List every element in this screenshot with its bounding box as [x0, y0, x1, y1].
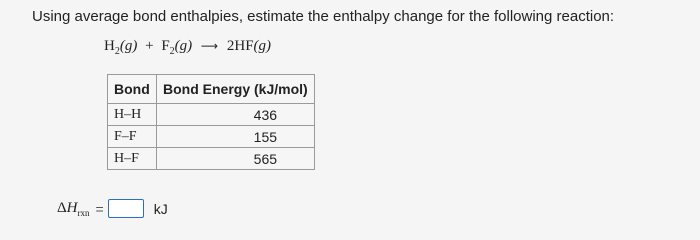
table-row — [108, 104, 315, 126]
table-row — [108, 126, 315, 148]
question-text: Using average bond enthalpies, estimate the enthalpy change for the following reaction: — [32, 8, 615, 25]
unit-label: kJ — [153, 200, 168, 217]
energy-cell: 436 — [157, 104, 315, 126]
reaction-arrow-icon: ⟶ — [200, 39, 219, 53]
reaction-equation — [104, 38, 271, 57]
header-bond: Bond — [108, 75, 157, 104]
bond-cell: H–F — [108, 148, 157, 170]
reactant-h2: $H_2(g)$ — [104, 38, 138, 57]
reactant-f2: $F_2(g)$ — [161, 38, 193, 57]
table-header-row — [108, 75, 315, 104]
product-hf: 2HF(g) — [226, 38, 272, 54]
energy-cell: 565 — [157, 148, 315, 170]
header-bond-energy: Bond Energy (kJ/mol) — [157, 75, 315, 104]
plus-sign: + — [145, 38, 154, 54]
bond-energy-table — [107, 74, 315, 170]
enthalpy-answer-input[interactable] — [108, 199, 144, 218]
equals-sign: = — [95, 200, 104, 217]
bond-cell: H–H — [108, 104, 157, 126]
bond-cell: F–F — [108, 126, 157, 148]
table-row — [108, 148, 315, 170]
energy-cell: 155 — [157, 126, 315, 148]
answer-row — [57, 199, 168, 218]
delta-h-rxn-label: $\Delta H_{rxn}$ — [57, 199, 90, 218]
